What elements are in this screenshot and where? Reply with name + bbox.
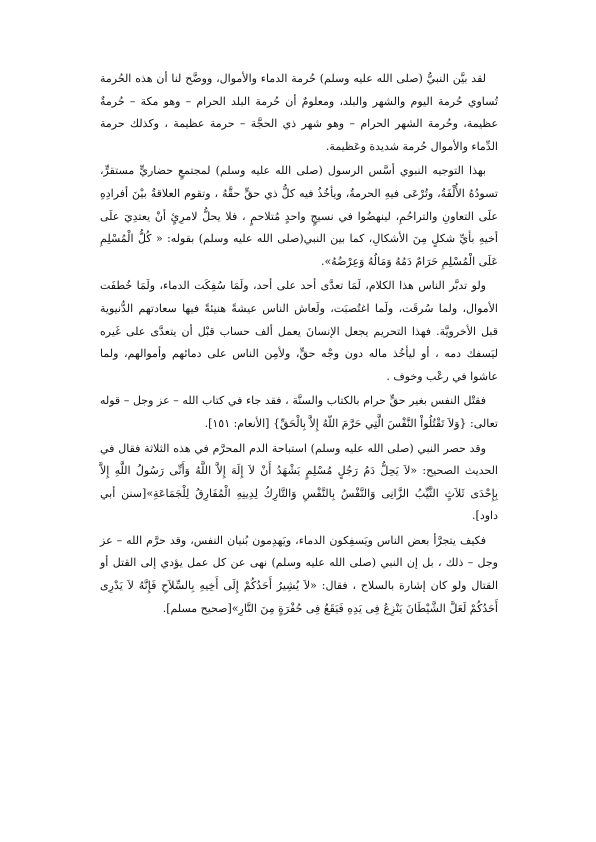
paragraph-6: فكيف يتجرَّأ بعض الناس ويَسفِكون الدماء، ويَهدِمون بُنيان النفس، وقد حرَّم الله – عز وجل – ذلك ، بل إن النبي (صلى الله عليه وسلم) نهى عن كل عمل يؤدي إلى القتل أو القتال ولو كان إشارة بالسلاح ، فقال: «لاَ يُشِيرُ أَحَدُكُمْ إِلَى أَخِيهِ بِالسِّلاَحِ فَإِنَّهُ لاَ يَدْرِى أَحَدُكُمْ لَعَلَّ الشَّيْطَانَ يَنْزِعُ فِى يَدِهِ فَيَقَعُ فِى حُفْرَةٍ مِنَ النَّارِ»[صحيح مسلم]. — [100, 533, 498, 615]
paragraph-5: وقد حصر النبي (صلى الله عليه وسلم) استباحة الدم المحرَّم في هذه الثلاثة فقال في الحديث الصحيح: «لاَ يَحِلُّ دَمُ رَجُلٍ مُسْلِمٍ يَشْهَدُ أَنْ لاَ إِلَهَ إِلاَّ اللَّهُ وَأَنِّى رَسُولُ اللَّهِ إِلاَّ بِإِحْدَى ثَلاَثٍ الثَّيِّبُ الزَّانِى وَالنَّفْسُ بِالنَّفْسِ وَالتَّارِكُ لِدِينِهِ الْمُفَارِقُ لِلْجَمَاعَةِ»[سنن أبي داود]. — [100, 441, 498, 523]
paragraph-2: بهذا التوجيه النبوي أسَّس الرسول (صلى الله عليه وسلم) لمجتمعٍ حضاريٍّ مستقرٍّ، تسودُهُ الأُلْفَةُ، وتُرْعَى فيهِ الحرمةُ، ويأخُذُ فيه كلُّ ذي حقٍّ حقَّهُ ، وتقوم العلاقةُ بيْنَ أفرادِهِ علَى التعاونِ والتراحُمِ، لينهضُوا في نسيجٍ واحدٍ مُتلاحمٍ ، فلا يحلُّ لامرِئٍ أنْ يعتدِيَ علَى أخيهِ بأيِّ شكلٍ مِنَ الأشكالِ، كما بين النبي(صلى الله عليه وسلم) بقوله: « كُلُّ الْمُسْلِمِ عَلَى الْمُسْلِمِ حَرَامٌ دَمُهُ وَمَالُهُ وَعِرْضُهُ». — [100, 164, 498, 268]
paragraph-4: فقتْل النفس بغير حقٍّ حرام بالكتاب والسنَّة ، فقد جاء في كتاب الله – عز وجل – قوله تعالى: {وَلاَ تَقْتُلُواْ النَّفْسَ الَّتِي حَرَّمَ اللّهُ إِلاَّ بِالْحَقِّ} [الأنعام: ١٥١]. — [100, 394, 498, 430]
body-text — [100, 68, 498, 622]
paragraph-1: لقد بيَّن النبيُّ (صلى الله عليه وسلم) حُرمة الدماء والأموال، ووضَّح لنا أن هذه الحُرمة تُساوي حُرمة اليوم والشهر والبلد، ومعلومٌ أن حُرمة البلد الحرام – وهو مكة – حُرمةٌ عظيمة، وحُرمة الشهر الحرام – وهو شهر ذي الحجَّة – حرمة عظيمة ، وكذلك حرمة الدِّماء والأموال حُرمة شديدة وعَظيمة. — [100, 72, 498, 153]
paragraph-3: ولو تدبَّر الناس هذا الكلام، لَمَا تعدَّى أحد على أحد، ولَمَا سُفِكَت الدماء، ولَمَا خُطفَت الأموال، ولما سُرقَت، ولَما اغتُصبَت، ولَعاش الناس عيشةً هنيئةً فيها سعادتهم الدُّنيوية قبل الأخرويَّة. فهذا التحريم يجعل الإنسانَ يعمل ألف حساب قبْل أن يتعدَّى على غَيره ليَسفك دمه ، أو ليأخُذ ماله دون وجْه حقٍّ، ولأمِن الناس على دمائهم وأموالهم، ولما عاشوا في رعْب وخوف . — [100, 279, 498, 383]
